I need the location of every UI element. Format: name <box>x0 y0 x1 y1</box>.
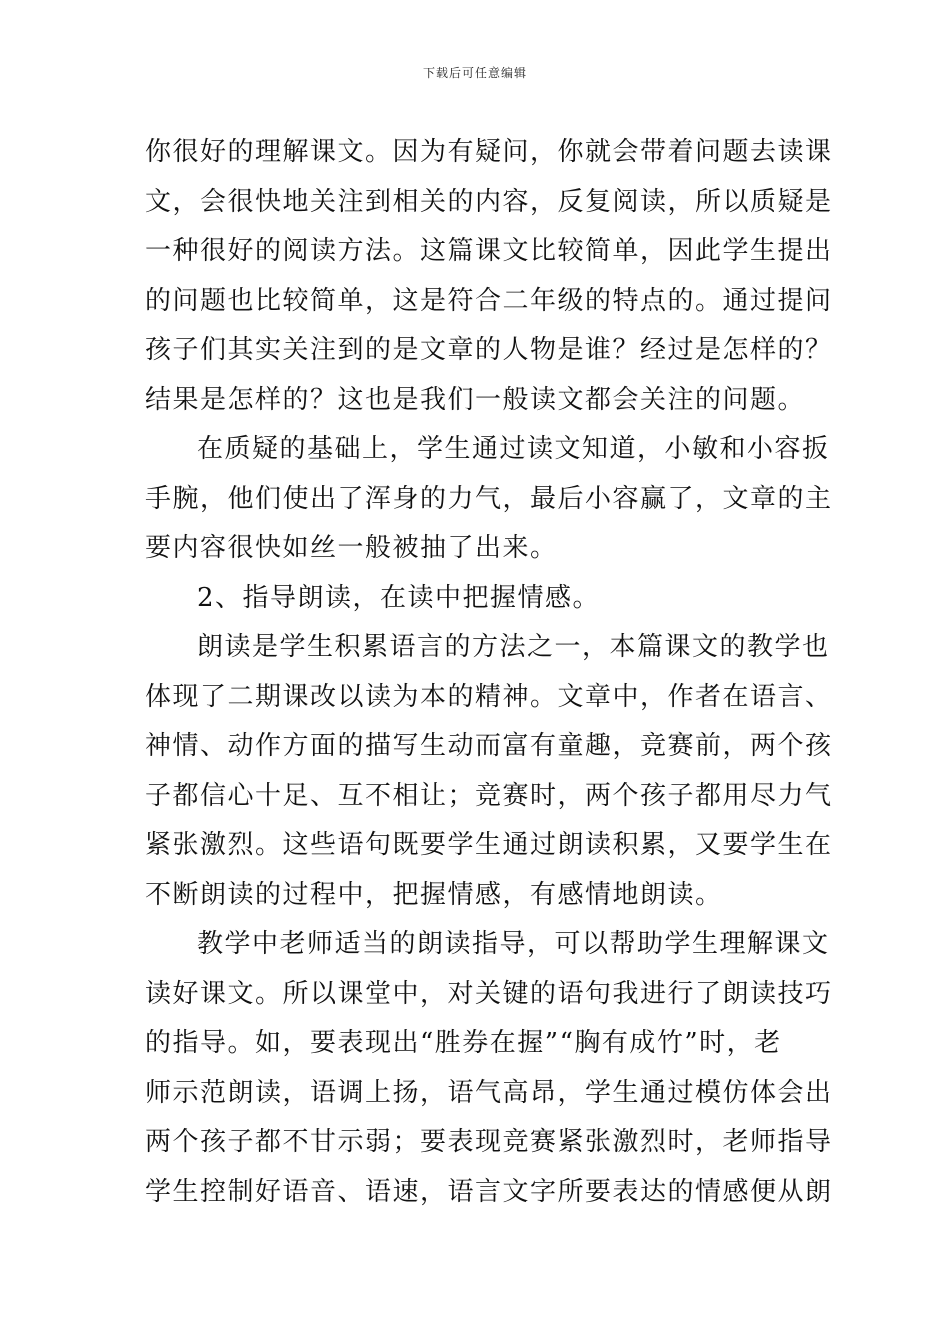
body-text <box>145 128 833 1217</box>
text-line: 手腕，他们使出了浑身的力气，最后小容赢了，文章的主 <box>145 483 833 514</box>
text-line: 不断朗读的过程中，把握情感，有感情地朗读。 <box>145 879 723 910</box>
text-line: 文，会很快地关注到相关的内容，反复阅读，所以质疑是 <box>145 186 833 217</box>
text-line: 的问题也比较简单，这是符合二年级的特点的。通过提问 <box>145 285 833 316</box>
paragraph-start-line: 教学中老师适当的朗读指导，可以帮助学生理解课文 <box>197 929 830 959</box>
text-line: 子都信心十足、互不相让；竞赛时，两个孩子都用尽力气 <box>145 780 833 811</box>
text-line: 结果是怎样的？这也是我们一般读文都会关注的问题。 <box>145 384 806 415</box>
page-header: 下载后可任意编辑 <box>422 66 527 80</box>
text-line: 学生控制好语音、语速，语言文字所要表达的情感便从朗 <box>145 1176 833 1207</box>
text-line: 两个孩子都不甘示弱；要表现竞赛紧张激烈时，老师指导 <box>145 1127 833 1157</box>
text-line: 一种很好的阅读方法。这篇课文比较简单，因此学生提出 <box>145 236 833 266</box>
text-line: 孩子们其实关注到的是文章的人物是谁？经过是怎样的？ <box>145 335 833 365</box>
text-line: 神情、动作方面的描写生动而富有童趣，竞赛前，两个孩 <box>145 731 833 761</box>
text-line: 要内容很快如丝一般被抽了出来。 <box>145 533 558 563</box>
text-line: 紧张激烈。这些语句既要学生通过朗读积累，又要学生在 <box>145 830 833 860</box>
text-line: 体现了二期课改以读为本的精神。文章中，作者在语言、 <box>145 681 833 712</box>
section-heading: 2、指导朗读，在读中把握情感。 <box>197 582 601 613</box>
paragraph-start-line: 在质疑的基础上，学生通过读文知道，小敏和小容扳 <box>197 434 830 464</box>
paragraph-start-line: 朗读是学生积累语言的方法之一，本篇课文的教学也 <box>197 632 830 662</box>
text-line: 读好课文。所以课堂中，对关键的语句我进行了朗读技巧 <box>145 978 833 1009</box>
text-line: 你很好的理解课文。因为有疑问，你就会带着问题去读课 <box>145 137 833 167</box>
text-line: 的指导。如，要表现出“胜券在握”“胸有成竹”时，老 <box>145 1028 782 1058</box>
text-line: 师示范朗读，语调上扬，语气高昂，学生通过模仿体会出 <box>145 1077 833 1108</box>
